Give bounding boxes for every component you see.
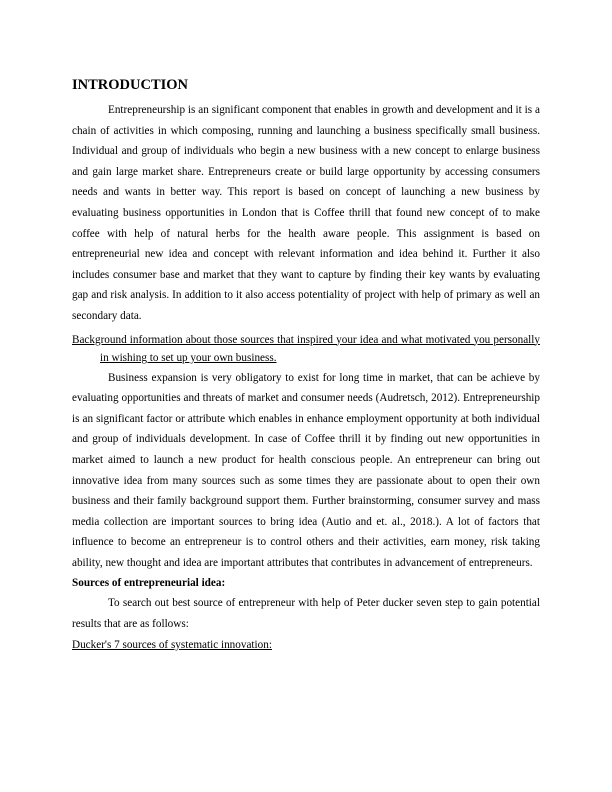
sources-paragraph: To search out best source of entrepreneur with help of Peter ducker seven step to gain potential results that are as follows:: [72, 597, 540, 631]
introduction-heading: INTRODUCTION: [72, 77, 189, 93]
introduction-paragraph: Entrepreneurship is an significant component that enables in growth and development and it is a chain of activities in which composing, running and launching a business specifically small business. Individual and group of individuals who begin a new business with a new concept to enlarge business and gain large market share. Entrepreneurs create or build large opportunity by accessing consumers needs and wants in better way. This report is based on concept of launching a new business by evaluating business opportunities in London that is Coffee thrill that found new concept of to make coffee with help of natural herbs for the health aware people. This assignment is based on entrepreneurial new idea and concept with relevant information and idea behind it. Further it also includes consumer base and market that they want to capture by finding their key wants by evaluating gap and risk analysis. In addition to it also access potentiality of project with help of primary as well an secondary data.: [72, 104, 540, 322]
sources-heading: Sources of entrepreneurial idea:: [72, 577, 226, 590]
background-paragraph: Business expansion is very obligatory to exist for long time in market, that can be achieve by evaluating opportunities and threats of market and consumer needs (Audretsch, 2012). Entrepreneurship is an significant factor or attribute which enables in enhance employment opportunity at both individual and group of individuals development. In case of Coffee thrill it by finding out new opportunities in market aimed to launch a new product for health conscious people. An entrepreneur can bring out innovative idea from many sources such as some times they are passionate about to open their own business and their family background support them. Further brainstorming, consumer survey and mass media collection are important sources to bring idea (Autio and et. al., 2018.). A lot of factors that influence to become an entrepreneur is to control others and their activities, earn money, risk taking ability, new thought and idea are important attributes that contributes in advancement of entrepreneurs.: [72, 371, 540, 569]
document-page: [72, 76, 540, 655]
innovation-sources-heading: Ducker's 7 sources of systematic innovation:: [72, 638, 272, 651]
background-heading: Background information about those sources that inspired your idea and what motivated you personally in wishing to set up your own business.: [72, 333, 540, 365]
